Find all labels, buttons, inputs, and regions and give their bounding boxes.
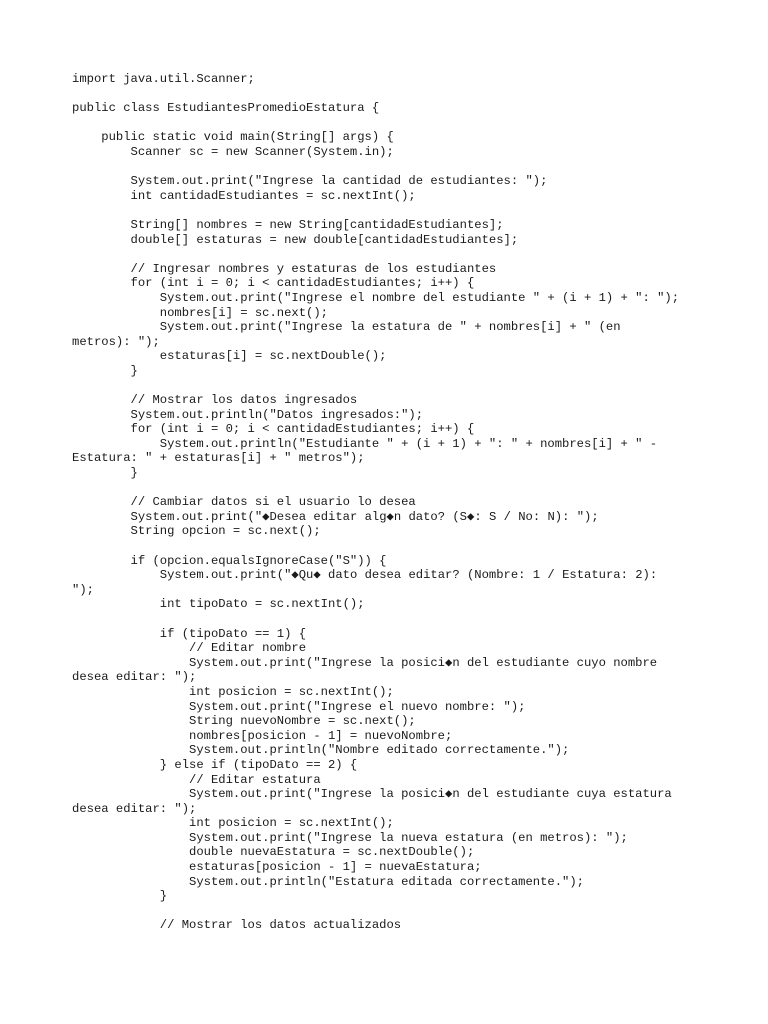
code-line: nombres[i] = sc.next();	[72, 305, 328, 320]
code-line: int tipoDato = sc.nextInt();	[72, 597, 365, 612]
code-line: } else if (tipoDato == 2) {	[72, 757, 358, 772]
code-line: // Mostrar los datos actualizados	[72, 918, 402, 933]
code-line: }	[72, 466, 138, 481]
code-line: // Editar estatura	[72, 772, 321, 787]
code-line	[72, 247, 712, 262]
code-line: System.out.print("Ingrese la nueva estatura (en metros): ");	[72, 830, 628, 845]
code-line: desea editar: ");	[72, 801, 197, 816]
code-line: estaturas[posicion - 1] = nuevaEstatura;	[72, 860, 482, 875]
code-line: System.out.print("Ingrese el nombre del estudiante " + (i + 1) + ": ");	[72, 290, 680, 305]
code-line: String opcion = sc.next();	[72, 524, 321, 539]
code-line: double nuevaEstatura = sc.nextDouble();	[72, 845, 475, 860]
code-line: import java.util.Scanner;	[72, 72, 255, 86]
code-line: String nuevoNombre = sc.next();	[72, 714, 416, 729]
code-line: ");	[72, 582, 94, 597]
code-line: // Cambiar datos si el usuario lo desea	[72, 495, 416, 510]
code-line: metros): ");	[72, 334, 160, 349]
code-line: System.out.println("Estatura editada correctamente.");	[72, 874, 584, 889]
code-line: int posicion = sc.nextInt();	[72, 684, 394, 699]
code-line: System.out.println("Datos ingresados:");	[72, 407, 424, 422]
code-line	[72, 481, 712, 496]
code-block	[72, 72, 712, 933]
code-line	[72, 539, 712, 554]
code-line: estaturas[i] = sc.nextDouble();	[72, 349, 387, 364]
code-line: String[] nombres = new String[cantidadEstudiantes];	[72, 217, 504, 232]
code-line: System.out.print("Ingrese el nuevo nombre: ");	[72, 699, 526, 714]
code-line: System.out.print("◆Qu◆ dato desea editar? (Nombre: 1 / Estatura: 2):	[72, 568, 658, 583]
code-line: public static void main(String[] args) {	[72, 130, 394, 145]
code-line	[72, 203, 712, 218]
code-line: System.out.println("Estudiante " + (i + 1) + ": " + nombres[i] + " -	[72, 436, 658, 451]
code-line: nombres[posicion - 1] = nuevoNombre;	[72, 728, 453, 743]
code-line: System.out.print("Ingrese la posici◆n del estudiante cuyo nombre	[72, 655, 658, 670]
code-line	[72, 87, 712, 102]
code-line: int posicion = sc.nextInt();	[72, 816, 394, 831]
code-line: int cantidadEstudiantes = sc.nextInt();	[72, 188, 416, 203]
code-line: Estatura: " + estaturas[i] + " metros");	[72, 451, 365, 466]
code-line: // Editar nombre	[72, 641, 307, 656]
code-line	[72, 160, 712, 175]
code-line: System.out.print("Ingrese la posici◆n del estudiante cuya estatura	[72, 787, 672, 802]
code-line: System.out.print("◆Desea editar alg◆n dato? (S◆: S / No: N): ");	[72, 509, 599, 524]
code-line: for (int i = 0; i < cantidadEstudiantes; i++) {	[72, 422, 475, 437]
code-line: if (tipoDato == 1) {	[72, 626, 307, 641]
code-line: }	[72, 363, 138, 378]
code-line: // Mostrar los datos ingresados	[72, 393, 358, 408]
code-line: double[] estaturas = new double[cantidadEstudiantes];	[72, 232, 519, 247]
code-line: public class EstudiantesPromedioEstatura {	[72, 101, 380, 116]
code-line: }	[72, 889, 168, 904]
code-line: Scanner sc = new Scanner(System.in);	[72, 144, 394, 159]
code-line: if (opcion.equalsIgnoreCase("S")) {	[72, 553, 387, 568]
code-line	[72, 116, 712, 131]
code-line: desea editar: ");	[72, 670, 197, 685]
code-line	[72, 904, 712, 919]
code-line	[72, 612, 712, 627]
code-line: // Ingresar nombres y estaturas de los estudiantes	[72, 261, 497, 276]
code-line	[72, 378, 712, 393]
code-line: System.out.print("Ingrese la estatura de " + nombres[i] + " (en	[72, 320, 621, 335]
code-line: System.out.println("Nombre editado correctamente.");	[72, 743, 570, 758]
code-line: System.out.print("Ingrese la cantidad de estudiantes: ");	[72, 174, 548, 189]
code-line: for (int i = 0; i < cantidadEstudiantes; i++) {	[72, 276, 475, 291]
